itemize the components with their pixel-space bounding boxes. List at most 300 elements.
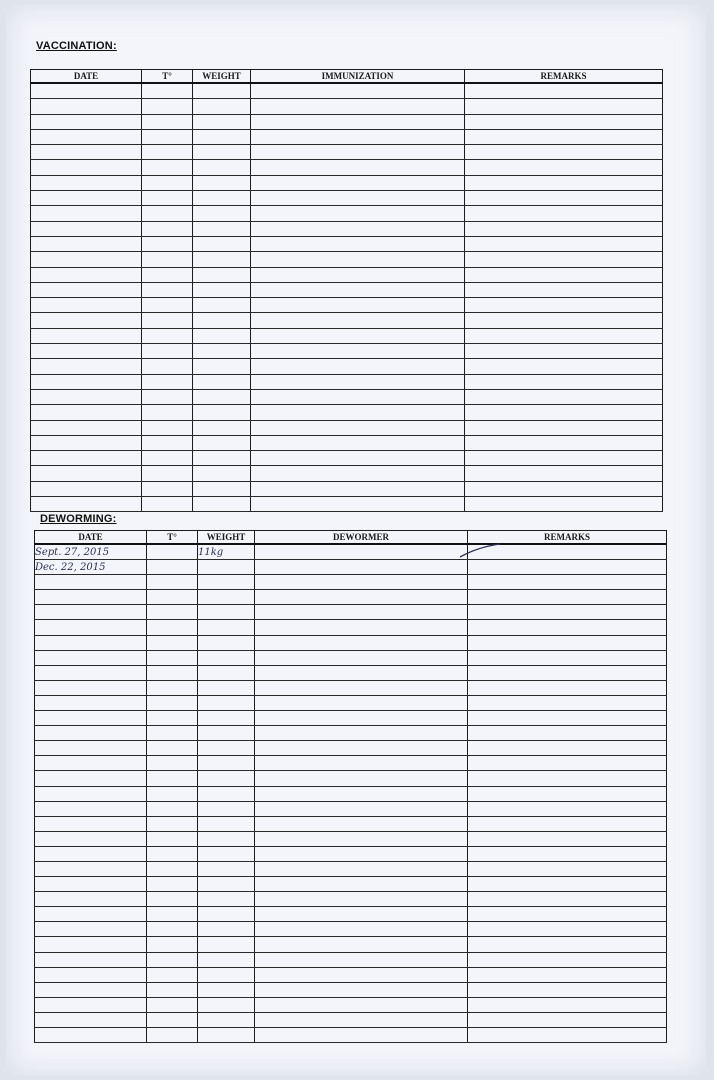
table-cell — [147, 877, 198, 892]
table-cell — [147, 771, 198, 786]
table-cell — [468, 1012, 667, 1027]
table-cell — [468, 726, 667, 741]
col-header-temperature: T° — [142, 70, 193, 84]
table-cell — [31, 435, 142, 450]
table-cell — [468, 997, 667, 1012]
table-cell — [251, 191, 465, 206]
table-cell — [468, 695, 667, 710]
table-row — [31, 129, 663, 144]
table-cell — [251, 389, 465, 404]
table-cell — [193, 160, 251, 175]
table-cell — [255, 605, 468, 620]
table-cell — [198, 771, 255, 786]
table-cell — [465, 405, 663, 420]
table-cell — [147, 650, 198, 665]
table-cell — [251, 221, 465, 236]
table-cell — [142, 282, 193, 297]
table-row — [31, 99, 663, 114]
table-cell — [255, 831, 468, 846]
table-cell — [255, 680, 468, 695]
table-cell — [193, 420, 251, 435]
table-cell — [147, 937, 198, 952]
table-cell — [255, 590, 468, 605]
table-cell — [35, 1028, 147, 1043]
table-cell — [31, 191, 142, 206]
table-cell — [255, 1012, 468, 1027]
table-cell — [31, 145, 142, 160]
table-cell — [193, 374, 251, 389]
table-cell — [147, 726, 198, 741]
table-row — [31, 466, 663, 481]
table-row — [35, 922, 667, 937]
table-cell — [468, 575, 667, 590]
table-row — [31, 83, 663, 99]
table-cell — [193, 191, 251, 206]
table-cell — [193, 267, 251, 282]
table-cell — [198, 635, 255, 650]
table-cell — [193, 129, 251, 144]
table-cell — [147, 816, 198, 831]
col-header-weight: WEIGHT — [198, 531, 255, 545]
table-cell — [31, 328, 142, 343]
table-cell — [468, 620, 667, 635]
table-cell — [468, 650, 667, 665]
table-cell — [35, 967, 147, 982]
table-cell — [198, 575, 255, 590]
table-cell — [31, 344, 142, 359]
table-cell — [35, 846, 147, 861]
table-row — [35, 756, 667, 771]
table-cell — [35, 665, 147, 680]
table-cell — [31, 497, 142, 512]
table-cell — [147, 695, 198, 710]
table-cell — [251, 252, 465, 267]
table-cell — [255, 786, 468, 801]
table-cell — [147, 756, 198, 771]
table-cell — [465, 145, 663, 160]
table-cell — [142, 175, 193, 190]
table-cell — [198, 846, 255, 861]
table-cell — [468, 922, 667, 937]
table-cell — [193, 389, 251, 404]
table-cell — [251, 114, 465, 129]
table-cell — [465, 497, 663, 512]
table-cell — [193, 451, 251, 466]
table-cell — [35, 877, 147, 892]
vaccination-table — [30, 69, 663, 512]
table-cell — [193, 435, 251, 450]
table-row — [31, 206, 663, 221]
table-cell — [465, 298, 663, 313]
table-cell — [147, 892, 198, 907]
table-cell — [35, 816, 147, 831]
table-cell — [147, 967, 198, 982]
table-cell — [142, 313, 193, 328]
table-cell — [255, 756, 468, 771]
table-cell — [465, 114, 663, 129]
table-row — [35, 786, 667, 801]
table-cell — [142, 451, 193, 466]
table-cell — [465, 99, 663, 114]
table-cell — [251, 145, 465, 160]
table-row — [35, 575, 667, 590]
table-cell — [142, 83, 193, 99]
table-row — [35, 665, 667, 680]
pen-stroke-mark — [458, 541, 502, 559]
vaccination-title: VACCINATION: — [36, 40, 117, 52]
table-row — [31, 435, 663, 450]
table-cell — [147, 711, 198, 726]
table-cell — [255, 575, 468, 590]
table-cell — [468, 680, 667, 695]
table-row — [35, 620, 667, 635]
table-cell — [147, 907, 198, 922]
table-cell — [255, 771, 468, 786]
table-cell — [468, 937, 667, 952]
table-cell — [251, 344, 465, 359]
table-cell — [35, 907, 147, 922]
table-cell — [255, 726, 468, 741]
table-cell — [465, 359, 663, 374]
table-row — [35, 831, 667, 846]
table-row — [31, 298, 663, 313]
table-cell — [465, 160, 663, 175]
table-cell — [468, 605, 667, 620]
table-cell — [147, 544, 198, 560]
table-cell — [147, 605, 198, 620]
table-cell — [198, 861, 255, 876]
table-cell — [31, 221, 142, 236]
table-cell — [31, 359, 142, 374]
table-cell — [142, 420, 193, 435]
col-header-remarks: REMARKS — [465, 70, 663, 84]
table-cell — [198, 786, 255, 801]
table-cell — [147, 665, 198, 680]
table-cell — [31, 298, 142, 313]
table-cell — [35, 756, 147, 771]
table-cell — [31, 160, 142, 175]
table-cell — [251, 405, 465, 420]
table-cell — [465, 451, 663, 466]
table-cell — [198, 605, 255, 620]
table-cell — [31, 175, 142, 190]
table-cell — [193, 114, 251, 129]
table-cell — [193, 83, 251, 99]
table-cell — [142, 405, 193, 420]
table-cell — [251, 497, 465, 512]
table-row — [35, 560, 667, 575]
table-cell — [147, 590, 198, 605]
table-row — [35, 816, 667, 831]
table-cell — [142, 221, 193, 236]
table-cell — [255, 620, 468, 635]
table-cell — [198, 982, 255, 997]
table-cell — [35, 937, 147, 952]
table-cell — [193, 236, 251, 251]
table-cell — [468, 982, 667, 997]
table-cell — [198, 997, 255, 1012]
table-cell — [468, 665, 667, 680]
table-cell — [468, 801, 667, 816]
table-cell — [31, 466, 142, 481]
table-cell — [251, 175, 465, 190]
table-cell — [255, 560, 468, 575]
table-row — [35, 997, 667, 1012]
table-cell — [255, 967, 468, 982]
table-cell — [465, 221, 663, 236]
table-cell — [255, 816, 468, 831]
table-cell — [468, 771, 667, 786]
table-cell — [142, 160, 193, 175]
table-cell — [35, 620, 147, 635]
table-cell — [465, 129, 663, 144]
table-cell — [142, 497, 193, 512]
table-cell — [193, 466, 251, 481]
table-row — [35, 801, 667, 816]
table-cell — [142, 129, 193, 144]
col-header-immunization: IMMUNIZATION — [251, 70, 465, 84]
table-row — [35, 650, 667, 665]
table-cell — [251, 129, 465, 144]
table-cell — [255, 741, 468, 756]
table-cell — [468, 967, 667, 982]
table-cell — [198, 952, 255, 967]
table-cell — [31, 206, 142, 221]
table-cell — [193, 497, 251, 512]
table-cell — [255, 997, 468, 1012]
table-cell — [147, 680, 198, 695]
table-row — [35, 1028, 667, 1043]
table-cell — [198, 1012, 255, 1027]
table-cell — [35, 726, 147, 741]
table-cell — [31, 313, 142, 328]
table-cell — [255, 922, 468, 937]
table-cell: Dec. 22, 2015 — [35, 560, 147, 575]
table-cell — [198, 590, 255, 605]
table-cell — [193, 481, 251, 496]
table-cell — [251, 481, 465, 496]
table-cell — [35, 771, 147, 786]
table-cell — [147, 1028, 198, 1043]
table-cell — [198, 665, 255, 680]
table-cell — [35, 831, 147, 846]
table-cell — [147, 1012, 198, 1027]
table-row — [31, 221, 663, 236]
table-row — [35, 907, 667, 922]
table-row — [31, 451, 663, 466]
table-cell — [193, 145, 251, 160]
table-cell — [35, 1012, 147, 1027]
table-row — [35, 680, 667, 695]
table-row — [31, 114, 663, 129]
col-header-weight: WEIGHT — [193, 70, 251, 84]
table-row — [35, 982, 667, 997]
table-cell — [255, 861, 468, 876]
table-cell — [465, 267, 663, 282]
table-cell — [198, 650, 255, 665]
table-cell — [147, 635, 198, 650]
table-cell — [468, 1028, 667, 1043]
table-cell — [465, 282, 663, 297]
table-cell — [255, 892, 468, 907]
table-cell — [31, 236, 142, 251]
table-row — [35, 846, 667, 861]
table-cell — [465, 344, 663, 359]
table-cell — [147, 846, 198, 861]
table-cell — [251, 451, 465, 466]
table-cell — [465, 191, 663, 206]
table-cell — [193, 298, 251, 313]
table-cell — [142, 328, 193, 343]
table-cell — [198, 907, 255, 922]
table-cell — [193, 313, 251, 328]
table-cell — [35, 711, 147, 726]
table-row — [35, 590, 667, 605]
table-cell — [198, 967, 255, 982]
table-cell — [35, 695, 147, 710]
table-cell — [198, 756, 255, 771]
table-cell — [31, 451, 142, 466]
deworming-title: DEWORMING: — [40, 513, 117, 525]
table-cell — [468, 560, 667, 575]
table-cell — [465, 466, 663, 481]
table-row — [31, 481, 663, 496]
table-cell — [142, 466, 193, 481]
table-cell — [142, 435, 193, 450]
col-header-dewormer: DEWORMER — [255, 531, 468, 545]
table-row — [35, 1012, 667, 1027]
table-cell — [35, 892, 147, 907]
table-cell — [193, 221, 251, 236]
table-cell — [465, 313, 663, 328]
table-cell — [255, 695, 468, 710]
table-cell — [198, 741, 255, 756]
table-row — [31, 236, 663, 251]
table-cell — [198, 695, 255, 710]
table-cell — [31, 282, 142, 297]
deworming-table — [34, 530, 667, 1043]
table-cell — [468, 877, 667, 892]
col-header-remarks: REMARKS — [468, 531, 667, 545]
table-cell — [142, 114, 193, 129]
table-cell — [198, 877, 255, 892]
table-cell — [255, 801, 468, 816]
table-row — [35, 605, 667, 620]
table-cell — [35, 861, 147, 876]
table-row — [35, 937, 667, 952]
table-cell — [465, 420, 663, 435]
table-cell — [251, 466, 465, 481]
table-cell — [465, 435, 663, 450]
table-cell — [31, 252, 142, 267]
table-cell — [465, 236, 663, 251]
table-cell — [193, 328, 251, 343]
table-cell — [31, 374, 142, 389]
table-cell — [468, 635, 667, 650]
table-cell — [31, 129, 142, 144]
table-cell — [255, 635, 468, 650]
table-row — [35, 711, 667, 726]
table-cell — [468, 907, 667, 922]
table-cell — [31, 420, 142, 435]
table-cell — [251, 298, 465, 313]
table-cell — [193, 359, 251, 374]
table-cell — [147, 861, 198, 876]
table-cell — [198, 816, 255, 831]
table-row — [31, 175, 663, 190]
table-cell — [465, 175, 663, 190]
table-cell — [35, 605, 147, 620]
table-row — [31, 374, 663, 389]
table-cell — [251, 435, 465, 450]
table-row — [35, 877, 667, 892]
table-row — [35, 695, 667, 710]
deworming-header-row — [35, 531, 667, 545]
table-cell — [198, 937, 255, 952]
table-cell — [142, 374, 193, 389]
table-cell — [198, 680, 255, 695]
table-cell — [35, 650, 147, 665]
table-cell — [198, 892, 255, 907]
table-row — [31, 344, 663, 359]
table-cell — [251, 420, 465, 435]
table-cell — [251, 160, 465, 175]
table-cell: Sept. 27, 2015 — [35, 544, 147, 560]
table-cell — [142, 206, 193, 221]
table-row — [31, 191, 663, 206]
col-header-date: DATE — [31, 70, 142, 84]
table-cell — [31, 83, 142, 99]
table-row — [31, 497, 663, 512]
table-cell — [147, 786, 198, 801]
table-cell — [193, 344, 251, 359]
table-cell — [198, 831, 255, 846]
table-cell — [31, 114, 142, 129]
table-cell — [465, 83, 663, 99]
table-cell — [35, 801, 147, 816]
table-cell — [198, 922, 255, 937]
table-row — [35, 726, 667, 741]
table-row — [31, 328, 663, 343]
table-cell — [31, 481, 142, 496]
table-cell — [468, 892, 667, 907]
table-cell — [251, 99, 465, 114]
table-row — [31, 282, 663, 297]
table-cell — [193, 99, 251, 114]
vaccination-header-row — [31, 70, 663, 84]
table-cell — [465, 481, 663, 496]
table-cell — [142, 236, 193, 251]
table-cell — [198, 1028, 255, 1043]
table-cell — [35, 635, 147, 650]
table-cell — [198, 711, 255, 726]
table-row — [35, 892, 667, 907]
table-row — [35, 861, 667, 876]
table-cell — [198, 560, 255, 575]
table-cell — [31, 405, 142, 420]
table-cell — [31, 267, 142, 282]
col-header-temperature: T° — [147, 531, 198, 545]
table-cell — [193, 282, 251, 297]
table-row — [31, 267, 663, 282]
table-cell — [251, 236, 465, 251]
table-cell: 11kg — [198, 544, 255, 560]
table-cell — [147, 620, 198, 635]
table-row — [35, 544, 667, 560]
table-cell — [147, 560, 198, 575]
table-row — [31, 252, 663, 267]
table-cell — [147, 982, 198, 997]
